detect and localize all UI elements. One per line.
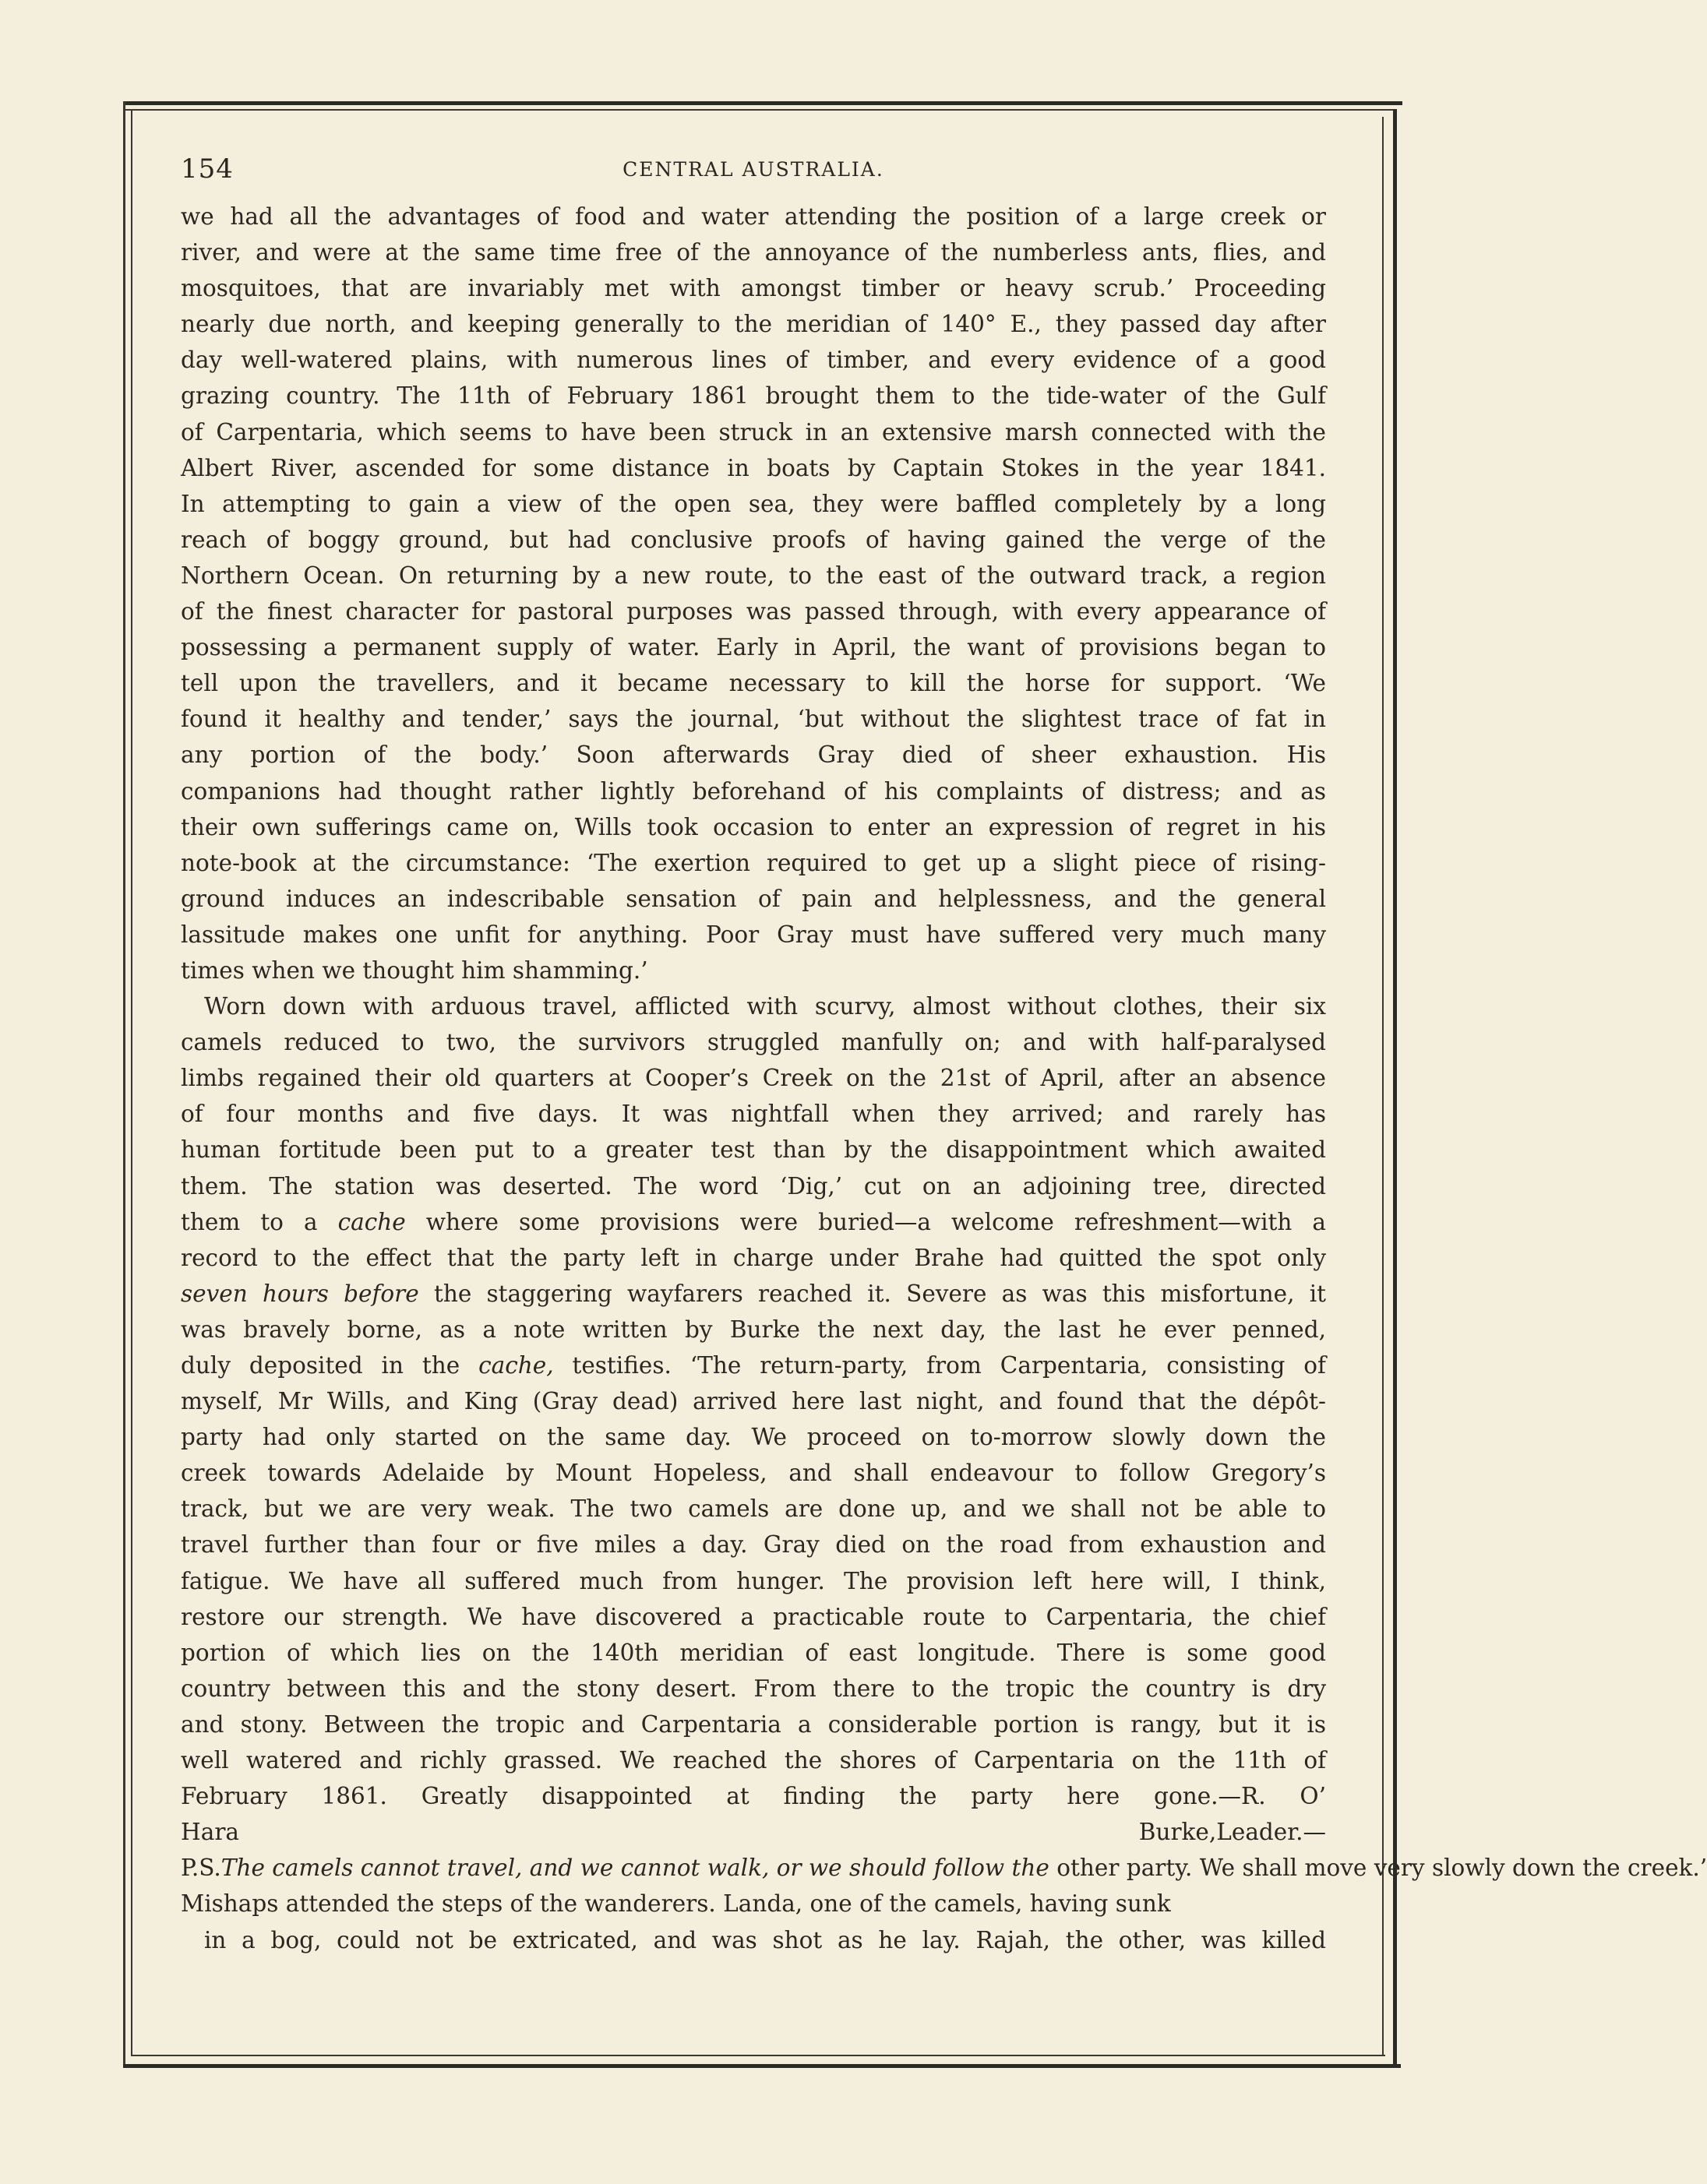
text-line: Northern Ocean. On returning by a new route, to the east of the outward track, a region	[181, 562, 1326, 589]
text-line: we had all the advantages of food and water attending the position of a large creek or	[181, 203, 1326, 230]
text-line: record to the effect that the party left in charge under Brahe had quitted the spot only	[181, 1244, 1326, 1271]
paragraph-start: in a bog, could not be extricated, and was shot as he lay. Rajah, the other, was killed	[204, 1926, 1326, 1953]
text-line: track, but we are very weak. The two camels are done up, and we shall not be able to	[181, 1495, 1326, 1523]
text-line: ground induces an indescribable sensation of pain and helplessness, and the general	[181, 885, 1326, 912]
page-border-right	[1393, 109, 1397, 2068]
text-line: grazing country. The 11th of February 1861 brought them to the tide-water of the Gulf	[181, 382, 1326, 410]
text-line	[181, 1850, 1707, 1886]
italic-word: cache	[337, 1208, 406, 1235]
text-line: possessing a permanent supply of water. Early in April, the want of provisions began to	[181, 634, 1326, 661]
text-line: human fortitude been put to a greater test than by the disappointment which awaited	[181, 1136, 1326, 1164]
text-line: limbs regained their old quarters at Cooper’s Creek on the 21st of April, after an absence	[181, 1065, 1326, 1092]
text-segment: them to a	[181, 1208, 318, 1235]
text-line: reach of boggy ground, but had conclusive proofs of having gained the verge of the	[181, 526, 1326, 553]
text-segment: the staggering wayfarers reached it. Severe as was this misfortune, it	[433, 1280, 1326, 1307]
text-line: their own sufferings came on, Wills took occasion to enter an expression of regret in his	[181, 813, 1326, 840]
text-line: well watered and richly grassed. We reached the shores of Carpentaria on the 11th of	[181, 1747, 1326, 1774]
text-line: portion of which lies on the 140th meridian of east longitude. There is some good	[181, 1639, 1326, 1666]
page-border-right-inner	[1382, 117, 1384, 2056]
text-block	[181, 152, 1707, 1994]
text-line: them. The station was deserted. The word ‘Dig,’ cut on an adjoining tree, directed	[181, 1172, 1326, 1199]
page-border-left	[123, 101, 125, 2064]
paragraph-start: Worn down with arduous travel, afflicted with scurvy, almost without clothes, their six	[204, 993, 1326, 1020]
text-segment: Leader.—	[1216, 1819, 1326, 1846]
text-line: and stony. Between the tropic and Carpentaria a considerable portion is rangy, but it is	[181, 1710, 1326, 1738]
text-segment: P.S.	[181, 1855, 221, 1882]
text-line: country between this and the stony desert. From there to the tropic the country is dry	[181, 1675, 1326, 1702]
page-number: 154	[181, 153, 234, 185]
text-line: tell upon the travellers, and it became necessary to kill the horse for support. ‘We	[181, 670, 1326, 697]
text-line: travel further than four or five miles a day. Gray died on the road from exhaustion and	[181, 1531, 1326, 1559]
signature-name: ,	[1208, 1819, 1217, 1846]
page-header	[181, 152, 1326, 199]
text-line: restore our strength. We have discovered a practicable route to Carpentaria, the chief	[181, 1603, 1326, 1630]
text-line: fatigue. We have all suffered much from hunger. The provision left here will, I think,	[181, 1567, 1326, 1594]
text-line: In attempting to gain a view of the open sea, they were baffled completely by a long	[181, 490, 1326, 517]
text-line	[181, 1814, 1326, 1850]
text-line: Albert River, ascended for some distance in boats by Captain Stokes in the year 1841.	[181, 454, 1326, 481]
text-line: of Carpentaria, which seems to have been struck in an extensive marsh connected with the	[181, 418, 1326, 446]
text-line: Mishaps attended the steps of the wanderers. Landa, one of the camels, having sunk	[181, 1890, 1171, 1918]
italic-word: cache,	[478, 1352, 554, 1379]
running-title: CENTRAL AUSTRALIA.	[622, 158, 884, 181]
page-border-bottom	[123, 2064, 1401, 2068]
page-border-left-inner	[131, 109, 132, 2056]
text-line: February 1861. Greatly disappointed at finding the party here gone.—R. O’	[181, 1783, 1326, 1810]
text-line: found it healthy and tender,’ says the journal, ‘but without the slightest trace of fat in	[181, 706, 1326, 733]
italic-phrase: seven hours before	[181, 1280, 419, 1307]
text-segment: other party. We shall move very slowly down the creek.’	[1056, 1855, 1707, 1882]
text-line: myself, Mr Wills, and King (Gray dead) arrived here last night, and found that the dépôt-	[181, 1388, 1326, 1415]
text-line: any portion of the body.’ Soon afterwards Gray died of sheer exhaustion. His	[181, 742, 1326, 769]
text-line: was bravely borne, as a note written by Burke the next day, the last he ever penned,	[181, 1316, 1326, 1343]
italic-abbrev: The camels cannot travel, and we cannot walk, or we should follow the	[220, 1855, 1049, 1882]
text-line: day well-watered plains, with numerous lines of timber, and every evidence of a good	[181, 347, 1326, 374]
text-line	[181, 1347, 1326, 1383]
text-line: mosquitoes, that are invariably met with amongst timber or heavy scrub.’ Proceeding	[181, 275, 1326, 302]
text-segment: testifies. ‘The return-party, from Carpentaria, consisting of	[572, 1352, 1326, 1379]
text-line: camels reduced to two, the survivors struggled manfully on; and with half-paralysed	[181, 1029, 1326, 1056]
text-line: party had only started on the same day. We proceed on to-morrow slowly down the	[181, 1424, 1326, 1451]
text-segment: Hara Burke	[181, 1819, 1209, 1846]
page-border-bottom-inner	[131, 2055, 1385, 2056]
text-line	[181, 1276, 1326, 1312]
text-line	[181, 1204, 1326, 1240]
text-line: river, and were at the same time free of the annoyance of the numberless ants, flies, and	[181, 239, 1326, 266]
page-border-top-inner	[123, 109, 1396, 111]
text-line: of four months and five days. It was nightfall when they arrived; and rarely has	[181, 1101, 1326, 1128]
text-line: times when we thought him shamming.’	[181, 956, 648, 984]
text-line	[181, 1958, 1326, 1994]
text-line: note-book at the circumstance: ‘The exertion required to get up a slight piece of rising-	[181, 849, 1326, 876]
text-line: nearly due north, and keeping generally to the meridian of 140° E., they passed day after	[181, 311, 1326, 338]
text-line: lassitude makes one unfit for anything. Poor Gray must have suffered very much many	[181, 921, 1326, 948]
text-line: creek towards Adelaide by Mount Hopeless, and shall endeavour to follow Gregory’s	[181, 1460, 1326, 1487]
text-segment: where some provisions were buried—a welcome refreshment—with a	[425, 1208, 1326, 1235]
text-segment: duly deposited in the	[181, 1352, 460, 1379]
page-border-top	[123, 101, 1402, 105]
text-line: of the finest character for pastoral purposes was passed through, with every appearance of	[181, 598, 1326, 625]
text-line: companions had thought rather lightly beforehand of his complaints of distress; and as	[181, 777, 1326, 805]
